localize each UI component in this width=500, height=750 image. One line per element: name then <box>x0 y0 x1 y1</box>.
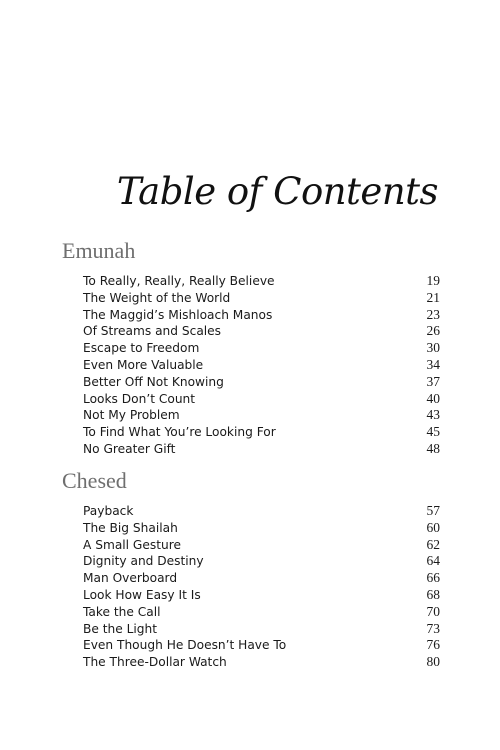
toc-entry <box>83 441 440 458</box>
toc-entry <box>83 407 440 424</box>
toc-entry-page-number: 37 <box>426 373 440 389</box>
toc-entry <box>83 374 440 391</box>
toc-entry <box>83 391 440 408</box>
toc-entry-title: Even More Valuable <box>83 357 204 372</box>
toc-entry-page-number: 73 <box>426 620 440 636</box>
toc-entry-title: Better Off Not Knowing <box>83 374 224 389</box>
toc-entry-page-number: 62 <box>426 536 440 552</box>
toc-entry <box>83 290 440 307</box>
toc-entry-page-number: 68 <box>426 586 440 602</box>
toc-entry-title: Of Streams and Scales <box>83 324 222 339</box>
toc-entry <box>83 503 440 520</box>
toc-entry <box>83 323 440 340</box>
toc-entry <box>83 570 440 587</box>
toc-entry-page-number: 80 <box>426 654 440 670</box>
toc-entry <box>83 637 440 654</box>
toc-entry-title: To Really, Really, Really Believe <box>83 274 275 288</box>
page-title: Table of Contents <box>116 170 438 213</box>
toc-entry <box>83 537 440 554</box>
toc-entry <box>83 520 440 537</box>
toc-section <box>62 238 440 458</box>
toc-entry-page-number: 26 <box>426 323 440 339</box>
toc-entry-title: Escape to Freedom <box>83 341 200 356</box>
toc-entry-page-number: 21 <box>426 289 440 305</box>
toc-entry <box>83 553 440 570</box>
toc-entry-page-number: 43 <box>426 407 440 423</box>
toc-entry-title: Payback <box>83 504 134 518</box>
toc-entry-page-number: 76 <box>426 637 440 653</box>
toc-entry-page-number: 60 <box>426 519 440 535</box>
toc-entry-title: The Three-Dollar Watch <box>83 655 227 670</box>
toc-section <box>62 468 440 671</box>
toc-entry <box>83 357 440 374</box>
toc-entry-title: A Small Gesture <box>83 537 181 552</box>
toc-entry-title: Not My Problem <box>83 408 180 423</box>
toc-entry <box>83 424 440 441</box>
toc-entry-title: Be the Light <box>83 621 158 636</box>
toc-entry <box>83 340 440 357</box>
toc-entry-title: The Weight of the World <box>83 290 231 305</box>
toc-entry-page-number: 48 <box>426 440 440 456</box>
toc-entry-list <box>83 273 440 458</box>
toc-entry-title: To Find What You’re Looking For <box>83 425 276 440</box>
toc-entry-title: Even Though He Doesn’t Have To <box>83 638 287 653</box>
toc-entry-page-number: 45 <box>426 424 440 440</box>
toc-entry-page-number: 40 <box>426 390 440 406</box>
toc-entry-title: The Big Shailah <box>83 520 178 535</box>
toc-entry-title: Looks Don’t Count <box>83 391 196 406</box>
toc-entry-page-number: 23 <box>426 306 440 322</box>
toc-entry-page-number: 30 <box>426 340 440 356</box>
toc-entry-title: Look How Easy It Is <box>83 587 201 602</box>
toc-entry-title: Dignity and Destiny <box>83 554 204 569</box>
toc-entry-page-number: 19 <box>426 273 440 288</box>
toc-entry-page-number: 64 <box>426 553 440 569</box>
section-heading: Chesed <box>62 468 127 493</box>
toc-entry-title: No Greater Gift <box>83 441 176 456</box>
toc-entry-page-number: 70 <box>426 603 440 619</box>
toc-entry <box>83 587 440 604</box>
toc-entry-page-number: 34 <box>426 356 440 372</box>
toc-entry <box>83 604 440 621</box>
toc-entry-page-number: 66 <box>426 570 440 586</box>
toc-entry <box>83 654 440 671</box>
toc-entry-title: Man Overboard <box>83 571 178 586</box>
toc-entry-page-number: 57 <box>426 503 440 518</box>
toc-entry-title: Take the Call <box>83 604 161 619</box>
toc-entry-title: The Maggid’s Mishloach Manos <box>83 307 273 322</box>
toc-entry <box>83 307 440 324</box>
toc-entry-list <box>83 503 440 671</box>
toc-entry <box>83 273 440 290</box>
section-heading: Emunah <box>62 238 136 263</box>
toc-entry <box>83 621 440 638</box>
